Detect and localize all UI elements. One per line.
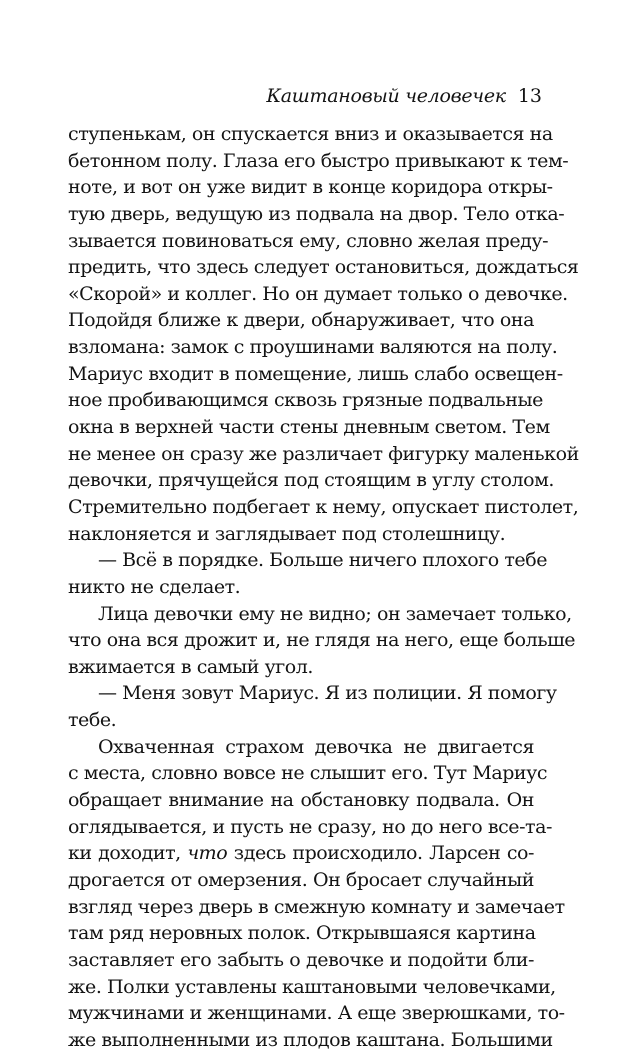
text-line: зывается повиноваться ему, словно желая преду-: [68, 229, 549, 252]
text-line: ное пробивающимся сквозь грязные подвальные: [68, 389, 543, 412]
text-line: вжимается в самый угол.: [68, 655, 314, 678]
text-line: наклоняется и заглядывает под столешницу.: [68, 522, 506, 545]
paragraph-start-line: Лица девочки ему не видно; он замечает только,: [98, 602, 572, 625]
text-line: дрогается от омерзения. Он бросает случайный: [68, 868, 534, 891]
text-line: же. Полки уставлены каштановыми человечками,: [68, 975, 556, 998]
running-header: [266, 84, 542, 108]
text-line: Подойдя ближе к двери, обнаруживает, что она: [68, 309, 534, 332]
text-line: там ряд неровных полок. Открывшаяся картина: [68, 922, 536, 945]
text-line: ступенькам, он спускается вниз и оказывается на: [68, 123, 553, 145]
text-line: же выполненными из плодов каштана. Большими: [68, 1028, 553, 1051]
text-line: заставляет его забыть о девочке и подойти бли-: [68, 948, 534, 971]
text-line-with-emphasis: [68, 840, 534, 867]
text-segment: ки доходит,: [68, 842, 181, 865]
dialogue-line: — Меня зовут Мариус. Я из полиции. Я помогу: [98, 682, 557, 705]
text-line: «Скорой» и коллег. Но он думает только о девочке.: [68, 282, 568, 305]
paragraph-start-line: Охваченная страхом девочка не двигается: [98, 735, 534, 758]
body-text: [68, 121, 579, 1053]
text-line: с места, словно вовсе не слышит его. Тут Мариус: [68, 762, 548, 785]
text-line: бетонном полу. Глаза его быстро привыкают к тем-: [68, 149, 569, 172]
text-line: ноте, и вот он уже видит в конце коридора откры-: [68, 176, 553, 199]
text-line: не менее он сразу же различает фигурку маленькой: [68, 442, 579, 465]
emphasized-word: что: [187, 842, 228, 865]
text-line: взломана: замок с проушинами валяются на полу.: [68, 336, 558, 359]
text-line: девочки, прячущейся под стоящим в углу столом.: [68, 469, 554, 492]
text-line: мужчинами и женщинами. А еще зверюшками, то-: [68, 1002, 565, 1025]
text-line: взгляд через дверь в смежную комнату и замечает: [68, 895, 565, 918]
text-line: тебе.: [68, 709, 117, 732]
text-line: предить, что здесь следует остановиться, дождаться: [68, 256, 579, 279]
running-header-title: Каштановый человечек: [266, 85, 506, 107]
text-line: обращает внимание на обстановку подвала. Он: [68, 789, 534, 812]
page-number: 13: [517, 85, 542, 107]
text-line: никто не сделает.: [68, 575, 241, 598]
text-line: Стремительно подбегает к нему, опускает пистолет,: [68, 495, 579, 518]
text-line: окна в верхней части стены дневным светом. Тем: [68, 416, 550, 439]
text-line: Мариус входит в помещение, лишь слабо освещен-: [68, 362, 563, 385]
text-line: тую дверь, ведущую из подвала на двор. Тело отка-: [68, 202, 565, 225]
text-line: что она вся дрожит и, не глядя на него, еще больше: [68, 629, 576, 652]
dialogue-line: — Всё в порядке. Больше ничего плохого тебе: [98, 549, 547, 572]
text-segment: здесь происходило. Ларсен со-: [233, 842, 534, 865]
text-line: оглядывается, и пусть не сразу, но до него все-та-: [68, 815, 552, 838]
